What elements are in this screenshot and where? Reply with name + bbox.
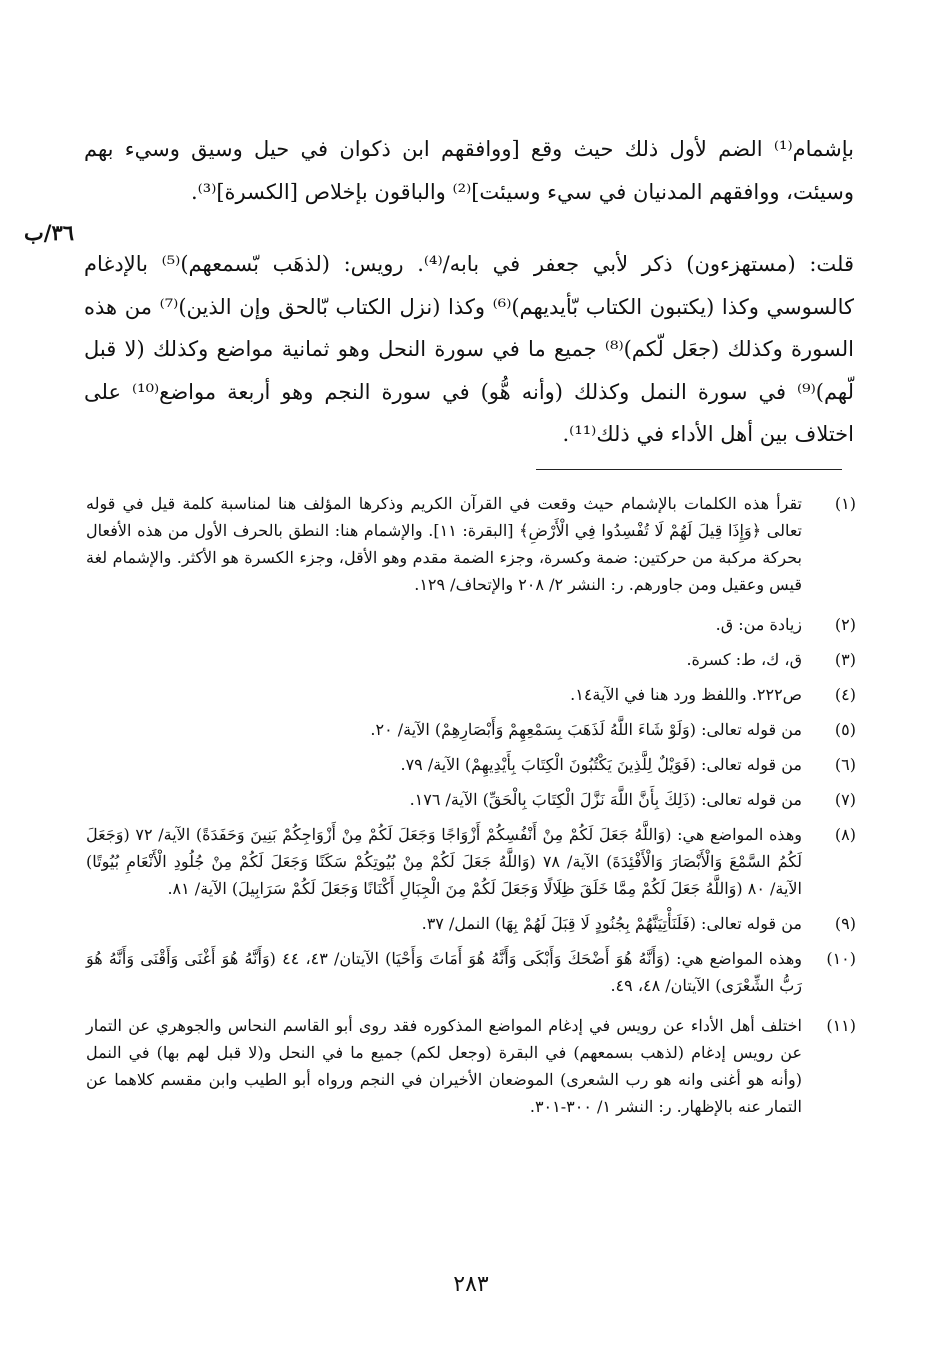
paragraph-gap [84, 213, 854, 243]
footnote-text: من قوله تعالى: (ذَلِكَ بِأَنَّ اللَّهَ نَزَّلَ الْكِتَابَ بِالْحَقِّ) الآية/ ١٧٦. [409, 790, 802, 809]
footnote [86, 821, 856, 902]
footnote-number: (٧) [834, 790, 856, 809]
footnote [86, 681, 856, 708]
main-paragraph-2: قلت: (مستهزءون) ذكر لأبي جعفر في بابه/⁽⁴⁾. رويس: (لذهَب بّسمعهم)⁽⁵⁾ بالإدغام كالسوسي وكذا (يكتبون الكتاب بّأيديهم)⁽⁶⁾ وكذا (نزل الكتاب بّالحق وإن الذين)⁽⁷⁾ من هذه السورة وكذلك (جعَل لّكم)⁽⁸⁾ جميع ما في سورة النحل وهو ثمانية مواضع وكذلك (لا قبل لّهم)⁽⁹⁾ في سورة النمل وكذلك (وأنه هُّو) في سورة النجم وهو أربعة مواضع⁽¹⁰⁾ على اختلاف بين أهل الأداء في ذلك⁽¹¹⁾. [84, 252, 855, 446]
footnote-number: (٤) [834, 685, 856, 704]
footnote-number: (٣) [834, 650, 856, 669]
footnote-text: وهذه المواضع هي: (وَأَنَّهُ هُوَ أَضْحَكَ وَأَبْكَى وَأَنَّهُ هُوَ أَمَاتَ وَأَحْيَا) الآيتان/ ٤٣، ٤٤ (وَأَنَّهُ هُوَ أَغْنَى وَأَقْنَى وَأَنَّهُ هُوَ رَبُّ الشِّعْرَى) الآيتان/ ٤٨، ٤٩. [86, 949, 803, 995]
footnote-number: (٨) [834, 825, 856, 844]
footnote-number: (١٠) [826, 949, 856, 968]
footnote-number: (٢) [834, 615, 856, 634]
footnote-number: (٥) [834, 720, 856, 739]
footnote-text: من قوله تعالى: (فَوَيْلٌ لِلَّذِينَ يَكْتُبُونَ الْكِتَابَ بِأَيْدِيهِمْ) الآية/ ٧٩. [400, 755, 802, 774]
footnote [86, 716, 856, 743]
footnote-text: ص٢٢٢. واللفظ ورد هنا في الآية١٤. [570, 685, 802, 704]
manuscript-folio-marker: ٣٦/ب [24, 220, 75, 245]
footnote-number: (٩) [834, 914, 856, 933]
footnote-number: (٦) [834, 755, 856, 774]
footnote [86, 490, 856, 598]
footnote-text: من قوله تعالى: (فَلَنَأْتِيَنَّهُمْ بِجُنُودٍ لَا قِبَلَ لَهُمْ بِهَا) النمل/ ٣٧. [421, 914, 802, 933]
footnote-separator [536, 469, 842, 470]
main-paragraph-1: بإشمام⁽¹⁾ الضم لأول ذلك حيث وقع [ووافقهم ابن ذكوان في حيل وسيق وسيء بهم وسيئت، ووافقهم المدنيان في سيء وسيئت]⁽²⁾ والباقون بإخلاص [الكسرة]⁽³⁾. [84, 137, 854, 204]
page-number: ٢٨٣ [453, 1272, 489, 1297]
footnote-text: وهذه المواضع هي: (وَاللَّهُ جَعَلَ لَكُمْ مِنْ أَنْفُسِكُمْ أَزْوَاجًا وَجَعَلَ لَكُمْ مِنْ أَزْوَاجِكُمْ بَنِينَ وَحَفَدَةً) الآية/ ٧٢ (وَجَعَلَ لَكُمُ السَّمْعَ وَالْأَبْصَارَ وَالْأَفْئِدَةَ) الآية/ ٧٨ (وَاللَّهُ جَعَلَ لَكُمْ مِنْ بُيُوتِكُمْ سَكَنًا وَجَعَلَ لَكُمْ مِنْ جُلُودِ الْأَنْعَامِ بُيُوتًا) الآية/ ٨٠ (وَاللَّهُ جَعَلَ لَكُمْ مِمَّا خَلَقَ ظِلَالًا وَجَعَلَ لَكُمْ مِنَ الْجِبَالِ أَكْنَانًا وَجَعَلَ لَكُمْ سَرَابِيلَ) الآية/ ٨١. [86, 825, 802, 898]
footnote-text: زيادة من: ق. [715, 615, 802, 634]
footnote [86, 910, 856, 937]
footnote [86, 786, 856, 813]
footnote [86, 646, 856, 673]
footnote-text: من قوله تعالى: (وَلَوْ شَاءَ اللَّهُ لَذَهَبَ بِسَمْعِهِمْ وَأَبْصَارِهِمْ) الآية/ ٢٠. [370, 720, 802, 739]
footnote-number: (١١) [826, 1016, 856, 1035]
main-text [84, 128, 854, 456]
footnote-text: تقرأ هذه الكلمات بالإشمام حيث وقعت في القرآن الكريم وذكرها المؤلف هنا لمناسبة كلمة قيل في قوله تعالى ﴿وَإِذَا قِيلَ لَهُمْ لَا تُفْسِدُوا فِي الْأَرْضِ﴾ [البقرة: ١١]. والإشمام هنا: النطق بالحرف الأول من هذه الأفعال بحركة مركبة من حركتين: ضمة وكسرة، وجزء الضمة مقدم وهو الأقل، وجزء الكسرة هو الأكثر. والإشمام لغة قيس وعقيل ومن جاورهم. ر: النشر ٢/ ٢٠٨ والإتحاف/ ١٢٩. [86, 494, 802, 594]
footnotes [86, 490, 856, 1128]
footnote-number: (١) [834, 494, 856, 513]
footnote [86, 611, 856, 638]
footnote-text: ق، ك، ط: كسرة. [686, 650, 802, 669]
footnote [86, 751, 856, 778]
footnote-text: اختلف أهل الأداء عن رويس في إدغام المواضع المذكوره فقد روى أبو القاسم النحاس والجوهري عن التمار عن رويس إدغام (لذهب بسمعهم) في البقرة (وجعل لكم) جميع ما في النحل و(لا قبل لهم بها) في النمل (وأنه هو أغنى وانه هو رب الشعرى) الموضعان الأخيران في النجم ورواه أبو الطيب وابن مقسم كلاهما عن التمار عنه بالإظهار. ر: النشر ١/ ٣٠٠-٣٠١. [86, 1016, 802, 1116]
footnote [86, 945, 856, 999]
footnote [86, 1012, 856, 1120]
